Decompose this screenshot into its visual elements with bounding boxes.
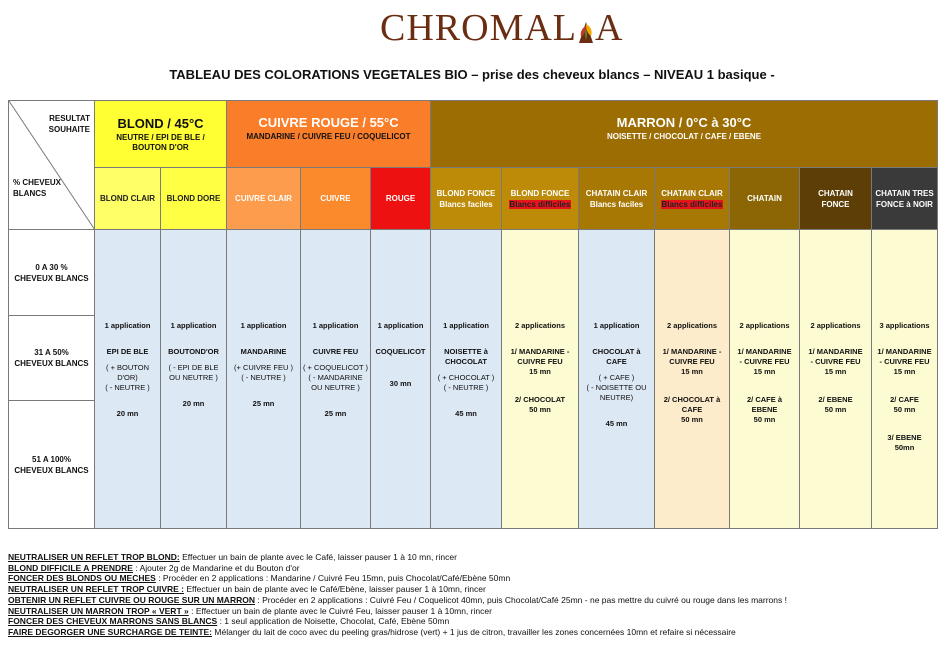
recipe-cell (502, 230, 579, 529)
step-1: 1/ MANDARINE - CUIVRE FEU (877, 347, 932, 366)
step-2: 2/ EBENE (818, 395, 853, 404)
recipe-cell (161, 230, 227, 529)
group-header-blond (95, 101, 227, 168)
pause-time: 45 mn (455, 409, 477, 418)
column-header-label: BLOND FONCE (436, 188, 496, 198)
column-header (872, 168, 938, 230)
column-header (227, 168, 301, 230)
product-note: ( - EPI DE BLE OU NEUTRE ) (168, 363, 219, 382)
notes-list (8, 552, 938, 638)
note-line (8, 595, 938, 606)
step-2: 2/ CHOCOLAT à CAFE (663, 395, 721, 414)
application-count: 1 application (312, 321, 359, 330)
product-name: COQUELICOT (375, 347, 426, 356)
step-1-time: 15 mn (893, 367, 916, 376)
column-header (95, 168, 161, 230)
group-subtitle: NOISETTE / CHOCOLAT / CAFE / EBENE (606, 132, 762, 141)
note-line (8, 563, 938, 574)
note-line (8, 627, 938, 638)
note-label: FAIRE DEGORGER UNE SURCHARGE DE TEINTE: (8, 626, 213, 637)
column-header (161, 168, 227, 230)
recipe-cell (431, 230, 502, 529)
column-header (655, 168, 730, 230)
column-header-label: CHATAIN TRES FONCE à NOIR (875, 188, 934, 209)
column-header (301, 168, 371, 230)
row-header-0-30: 0 A 30 % CHEVEUX BLANCS (9, 230, 95, 316)
corner-result-label: RESULTAT SOUHAITE (48, 114, 90, 134)
logo-text-right: A (595, 7, 624, 49)
column-header (579, 168, 655, 230)
application-count: 3 applications (879, 321, 930, 330)
pause-time: 20 mn (116, 409, 139, 418)
column-header-label: CHATAIN FONCE (818, 188, 853, 209)
group-header-marron (431, 101, 938, 168)
note-text: : Procéder en 2 applications : Cuivré Feu / Coquelicot 40mn, puis Chocolat/Café 25mn - ne pas mettre du cuivré ou rouge dans les marrons ! (254, 594, 787, 605)
product-note: ( + BOUTON D'OR) ( - NEUTRE ) (105, 363, 150, 392)
step-1: 1/ MANDARINE - CUIVRE FEU (808, 347, 863, 366)
step-1-time: 15 mn (681, 367, 703, 376)
column-header-label: BLOND CLAIR (99, 194, 156, 203)
column-header (730, 168, 800, 230)
note-label: BLOND DIFFICILE A PRENDRE (8, 562, 133, 573)
application-count: 1 application (377, 321, 424, 330)
recipe-cell (655, 230, 730, 529)
corner-percent-label: % CHEVEUX BLANCS (13, 178, 62, 198)
step-2: 2/ CHOCOLAT (514, 395, 566, 404)
application-count: 2 applications (739, 321, 790, 330)
column-header-label: CUIVRE CLAIR (235, 194, 292, 203)
table-corner (9, 101, 95, 230)
row-header-31-50: 31 A 50% CHEVEUX BLANCS (9, 316, 95, 401)
application-count: 2 applications (666, 321, 717, 330)
note-line (8, 584, 938, 595)
note-text: : Effectuer un bain de plante avec le Cuivré Feu, laisser pauser 1 à 10mn, rincer (188, 605, 492, 616)
note-label: FONCER DES BLONDS OU MECHES (8, 573, 156, 584)
row-header-51-100: 51 A 100% CHEVEUX BLANCS (9, 401, 95, 529)
step-2-time: 50 mn (824, 405, 847, 414)
difficult-badge: Blancs difficiles (661, 199, 723, 209)
note-text: : 1 seul application de Noisette, Chocolat, Café, Ebène 50mn (217, 616, 450, 627)
application-count: 2 applications (810, 321, 861, 330)
product-note: ( + COQUELICOT ) ( - MANDARINE OU NEUTRE ) (302, 363, 369, 392)
difficult-badge: Blancs difficiles (509, 199, 571, 209)
step-1-time: 15 mn (753, 367, 776, 376)
recipe-cell (227, 230, 301, 529)
group-subtitle: NEUTRE / EPI DE BLE / BOUTON D'OR (116, 132, 205, 152)
coloration-table (8, 100, 938, 529)
note-label: NEUTRALISER UN MARRON TROP « VERT » (8, 605, 189, 616)
step-2-time: 50 mn (681, 415, 703, 424)
step-2-time: 50 mn (893, 405, 916, 414)
easy-label: Blancs faciles (439, 199, 493, 209)
chromalya-logo (380, 4, 623, 50)
column-header (371, 168, 431, 230)
note-line (8, 573, 938, 584)
product-name: CHOCOLAT à CAFE (592, 347, 641, 366)
application-count: 1 application (443, 321, 489, 330)
note-label: OBTENIR UN REFLET CUIVRE OU ROUGE SUR UN MARRON (8, 594, 255, 605)
column-header-label: CHATAIN (747, 194, 782, 203)
column-header (502, 168, 579, 230)
application-count: 2 applications (514, 321, 565, 330)
group-subtitle: MANDARINE / CUIVRE FEU / COQUELICOT (246, 132, 411, 141)
note-label: FONCER DES CHEVEUX MARRONS SANS BLANCS (8, 616, 218, 627)
step-1: 1/ MANDARINE - CUIVRE FEU (737, 347, 792, 366)
recipe-cell (95, 230, 161, 529)
pause-time: 25 mn (252, 399, 275, 408)
column-header-label: CUIVRE (320, 194, 351, 203)
column-header-label: BLOND DORE (166, 194, 221, 203)
logo-text-left: CHROMAL (380, 7, 578, 49)
note-text: Effectuer un bain de plante avec le Café/Ebène, laisser pauser 1 à 10mn, rincer (184, 584, 486, 595)
application-count: 1 application (240, 321, 287, 330)
product-name: BOUTOND'OR (168, 347, 219, 356)
column-header-label: CHATAIN CLAIR (661, 188, 723, 198)
column-header (800, 168, 872, 230)
application-count: 1 application (593, 321, 640, 330)
step-2: 2/ CAFE à EBENE (746, 395, 782, 414)
step-2: 2/ CAFE (890, 395, 919, 404)
step-1-time: 15 mn (529, 367, 551, 376)
page-title: TABLEAU DES COLORATIONS VEGETALES BIO – prise des cheveux blancs – NIVEAU 1 basique - (169, 67, 775, 82)
product-name: MANDARINE (240, 347, 287, 356)
easy-label: Blancs faciles (589, 199, 644, 209)
note-line (8, 552, 938, 563)
note-line (8, 606, 938, 617)
step-1: 1/ MANDARINE - CUIVRE FEU (510, 347, 570, 366)
product-note: ( + CHOCOLAT ) ( - NEUTRE ) (437, 373, 495, 392)
step-1-time: 15 mn (824, 367, 847, 376)
column-header-label: ROUGE (385, 194, 416, 203)
step-1: 1/ MANDARINE - CUIVRE FEU (662, 347, 722, 366)
group-title: BLOND / 45°C (117, 115, 204, 131)
product-note: (+ CUIVRE FEU ) ( - NEUTRE ) (234, 363, 293, 382)
pause-time: 20 mn (182, 399, 205, 408)
recipe-cell (800, 230, 872, 529)
pause-time: 30 mn (389, 379, 412, 388)
note-text: Effectuer un bain de plante avec le Café, laisser pauser 1 à 10 mn, rincer (179, 552, 457, 562)
pause-time: 45 mn (605, 419, 628, 428)
column-header-label: BLOND FONCE (510, 188, 570, 198)
step-2-time: 50 mn (529, 405, 551, 414)
note-label: NEUTRALISER UN REFLET TROP BLOND: (8, 552, 180, 562)
group-title: CUIVRE ROUGE / 55°C (258, 115, 399, 130)
group-header-cuivre-rouge (227, 101, 431, 168)
recipe-cell (301, 230, 371, 529)
note-line (8, 616, 938, 627)
note-text: : Procéder en 2 applications : Mandarine / Cuivré Feu 15mn, puis Chocolat/Café/Ebène 50mn (155, 573, 511, 584)
pause-time: 25 mn (324, 409, 347, 418)
recipe-cell (730, 230, 800, 529)
product-name: EPI DE BLE (106, 347, 149, 356)
note-text: : Ajouter 2g de Mandarine et du Bouton d'or (132, 562, 300, 573)
step-2-time: 50 mn (753, 415, 776, 424)
product-name: NOISETTE à CHOCOLAT (444, 347, 488, 366)
application-count: 1 application (170, 321, 217, 330)
step-3-time: 50mn (894, 443, 915, 452)
application-count: 1 application (104, 321, 151, 330)
product-name: CUIVRE FEU (312, 347, 359, 356)
product-note: ( + CAFE ) ( - NOISETTE OU NEUTRE) (586, 373, 647, 402)
leaf-icon (578, 20, 594, 44)
recipe-cell (579, 230, 655, 529)
note-text: Mélanger du lait de coco avec du peeling gras/hidrose (vert) + 1 jus de citron, travailler les zones concernées 10mn et refaire si nécessaire (212, 626, 736, 637)
column-header (431, 168, 502, 230)
note-label: NEUTRALISER UN REFLET TROP CUIVRE : (8, 584, 184, 595)
column-header-label: CHATAIN CLAIR (585, 188, 648, 198)
step-3: 3/ EBENE (887, 433, 922, 442)
recipe-cell (872, 230, 938, 529)
group-title: MARRON / 0°C à 30°C (616, 115, 752, 130)
recipe-cell (371, 230, 431, 529)
